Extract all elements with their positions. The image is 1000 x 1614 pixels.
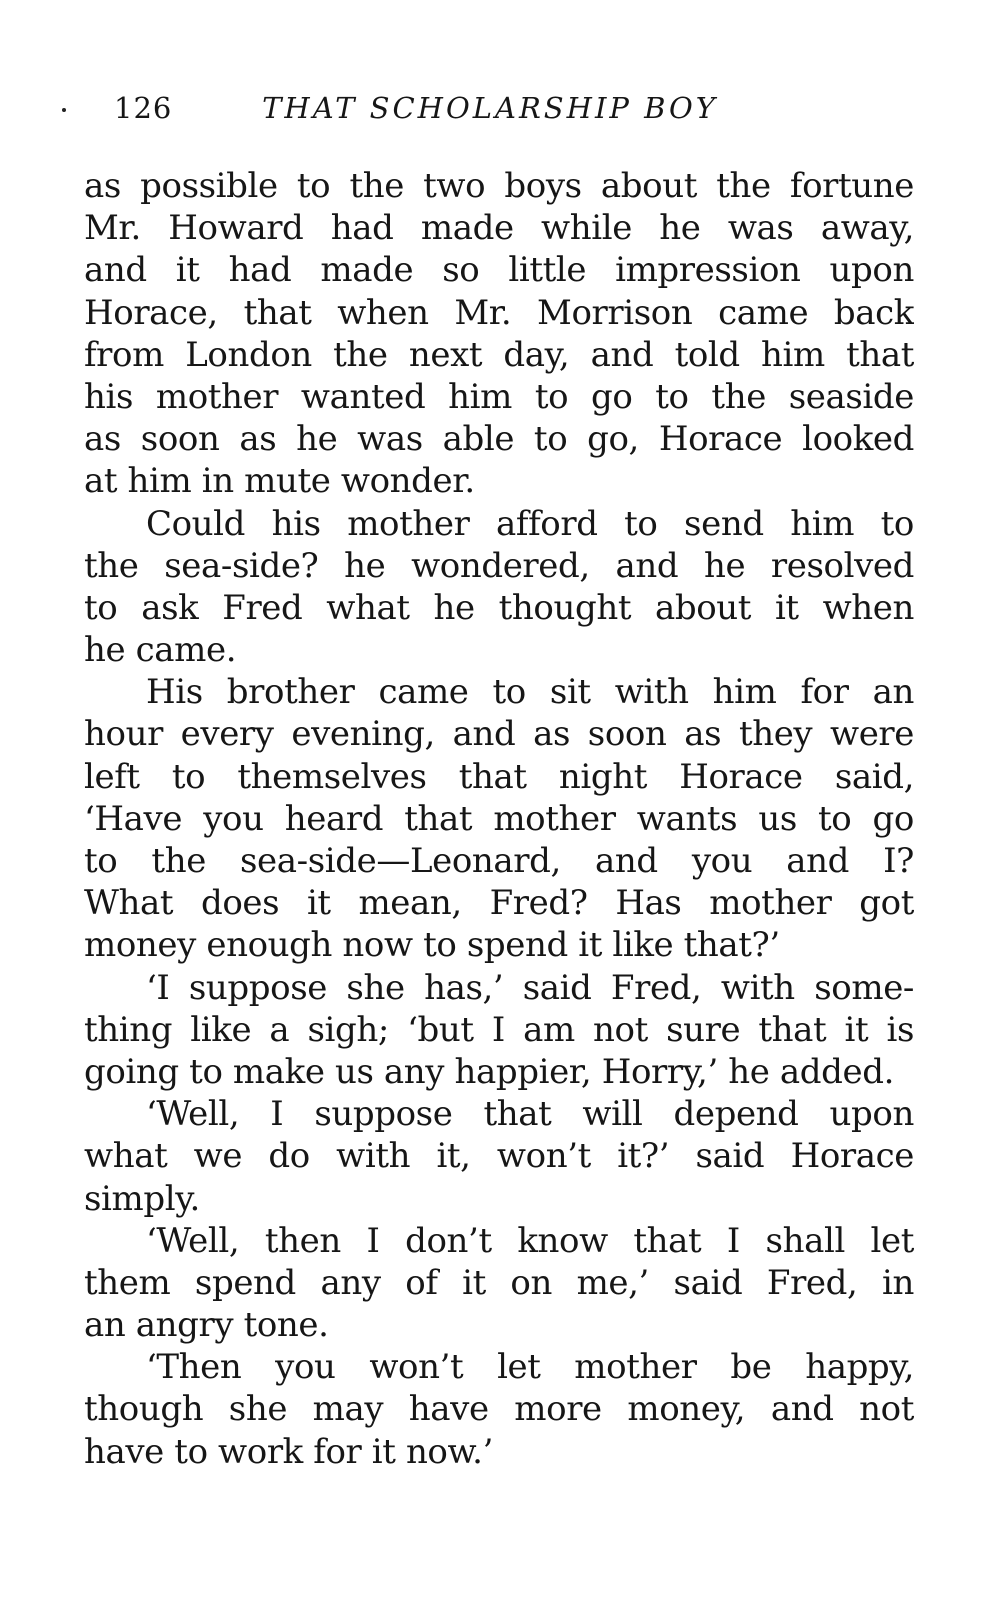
text-line: and it had made so little impression upon: [84, 250, 914, 291]
text-line: simply.: [84, 1178, 200, 1219]
text-line: money enough now to spend it like that?’: [84, 925, 780, 966]
text-line: ‘Well, then I don’t know that I shall let: [146, 1220, 914, 1261]
text-line: have to work for it now.’: [84, 1431, 493, 1472]
text-line: What does it mean, Fred? Has mother got: [84, 883, 914, 924]
page-header: [62, 88, 918, 134]
text-line: at him in mute wonder.: [84, 461, 475, 502]
text-line: from London the next day, and told him that: [84, 334, 914, 375]
text-line: Horace, that when Mr. Morrison came back: [84, 292, 914, 333]
text-line: Mr. Howard had made while he was away,: [84, 208, 914, 249]
text-line: an angry tone.: [84, 1305, 329, 1346]
text-line: ‘Have you heard that mother wants us to go: [84, 798, 914, 839]
text-line: to ask Fred what he thought about it when: [84, 587, 914, 628]
text-line: ‘Well, I suppose that will depend upon: [146, 1094, 914, 1135]
text-line: though she may have more money, and not: [84, 1389, 914, 1430]
text-line: ‘Then you won’t let mother be happy,: [146, 1347, 914, 1388]
text-line: thing like a sigh; ‘but I am not sure that it is: [84, 1009, 914, 1050]
page-number: 126: [114, 91, 173, 125]
body-text: [84, 165, 914, 1473]
text-line: his mother wanted him to go to the seaside: [84, 376, 914, 417]
text-line: he came.: [84, 630, 237, 671]
text-line: to the sea-side—Leonard, and you and I?: [84, 841, 914, 881]
text-line: going to make us any happier, Horry,’ he added.: [84, 1051, 894, 1092]
text-line: Could his mother afford to send him to: [146, 503, 914, 544]
text-line: as possible to the two boys about the fortune: [84, 166, 914, 206]
text-line: as soon as he was able to go, Horace looked: [84, 419, 914, 460]
text-line: left to themselves that night Horace said,: [84, 756, 914, 797]
text-line: them spend any of it on me,’ said Fred, in: [84, 1262, 914, 1303]
running-head: THAT SCHOLARSHIP BOY: [262, 91, 718, 125]
text-line: hour every evening, and as soon as they were: [84, 714, 914, 755]
text-line: His brother came to sit with him for an: [146, 672, 914, 713]
text-line: the sea-side? he wondered, and he resolved: [84, 545, 914, 586]
text-line: what we do with it, won’t it?’ said Horace: [84, 1136, 914, 1177]
text-line: ‘I suppose she has,’ said Fred, with some-: [146, 967, 914, 1008]
